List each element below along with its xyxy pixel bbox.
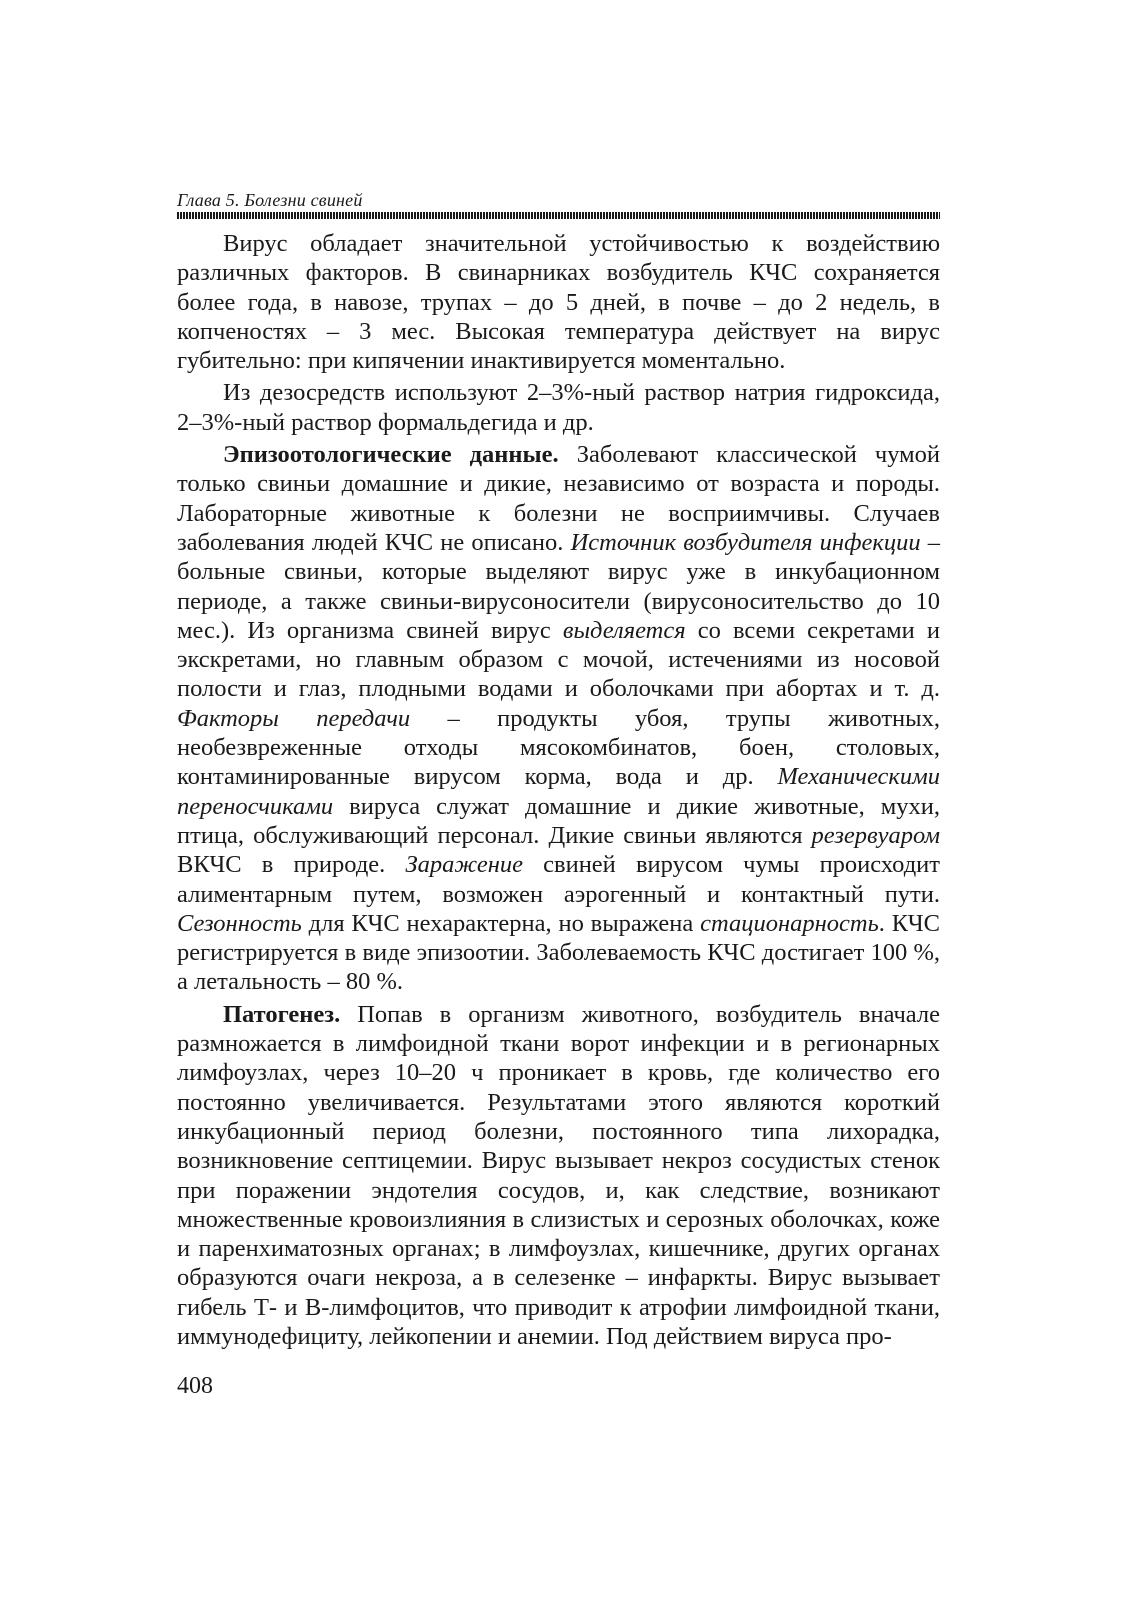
- italic-term: Факторы передачи: [177, 704, 411, 732]
- text-run: Заболевают классической чумой только свиньи домашние и дикие, независимо от возраста и породы. Лабораторные животные к болезни не восприимчивы. Случаев заболевания людей КЧС не описано.: [177, 441, 940, 556]
- italic-term: резервуаром: [811, 821, 940, 849]
- running-head: Глава 5. Болезни свиней: [177, 190, 363, 210]
- italic-term: Сезонность: [177, 909, 302, 937]
- text-run: Из дезосредств используют 2–3%-ный раствор натрия гидроксида, 2–3%-ный раствор формальдегида и др.: [177, 379, 940, 436]
- paragraph: [177, 378, 940, 437]
- text-run: . КЧС регистрируется в виде эпизоотии. Заболеваемость КЧС достигает 100 %, а летальность – 80 %.: [177, 909, 940, 996]
- italic-term: Механическими переносчиками: [177, 763, 940, 820]
- italic-term: стационарность: [700, 909, 879, 937]
- text-run: свиней вирусом чумы происходит алиментарным путем, возможен аэрогенный и контактный пути.: [177, 851, 940, 908]
- text-run: для КЧС нехарактерна, но выражена: [301, 909, 701, 937]
- text-run: – продукты убоя, трупы животных, необезвреженные отходы мясокомбинатов, боен, столовых, контаминированные вирусом корма, вода и др.: [177, 704, 940, 791]
- text-run: вируса служат домашние и дикие животные, мухи, птица, обслуживающий персонал. Дикие свиньи являются: [177, 792, 940, 849]
- section-heading: Патогенез.: [223, 1000, 341, 1028]
- paragraph: [177, 440, 940, 997]
- text-run: Вирус обладает значительной устойчивостью к воздействию различных факторов. В свинарниках возбудитель КЧС сохраняется более года, в навозе, трупах – до 5 дней, в почве – до 2 недель, в копченостях – 3 мес. Высокая температура действует на вирус губительно: при кипячении инактивируется моментально.: [177, 230, 940, 375]
- text-run: – больные свиньи, которые выделяют вирус уже в инкубационном периоде, а также свиньи-вирусоносители (вирусоносительство до 10 мес.). Из организма свиней вирус: [177, 528, 941, 644]
- header-rule: [177, 212, 940, 219]
- section-heading: Эпизоотологические данные.: [223, 441, 559, 469]
- italic-term: Заражение: [405, 851, 523, 879]
- paragraph: [177, 229, 940, 375]
- text-run: ВКЧС в природе.: [177, 851, 406, 879]
- body-text: [177, 229, 940, 1354]
- italic-term: Источник возбудителя инфекции: [570, 528, 921, 556]
- text-run: со всеми секретами и экскретами, но главным образом с мочой, истечениями из носовой полости и глаз, плодными водами и оболочками при абортах и т. д.: [177, 616, 940, 703]
- page-number: 408: [177, 1373, 213, 1399]
- italic-term: выделяется: [562, 616, 686, 644]
- text-run: Попав в организм животного, возбудитель вначале размножается в лимфоидной ткани ворот инфекции и в регионарных лимфоузлах, через 10–20 ч проникает в кровь, где количество его постоянно увеличивается. Результатами этого являются короткий инкубационный период болезни, постоянного типа лихорадка, возникновение септицемии. Вирус вызывает некроз сосудистых стенок при поражении эндотелия сосудов, и, как следствие, возникают множественные кровоизлияния в слизистых и серозных оболочках, коже и паренхиматозных органах; в лимфоузлах, кишечнике, других органах образуются очаги некроза, а в селезенке – инфаркты. Вирус вызывает гибель Т- и В-лимфоцитов, что приводит к атрофии лимфоидной ткани, иммунодефициту, лейкопении и анемии. Под действием вируса про-: [177, 1000, 940, 1350]
- paragraph: [177, 1000, 940, 1352]
